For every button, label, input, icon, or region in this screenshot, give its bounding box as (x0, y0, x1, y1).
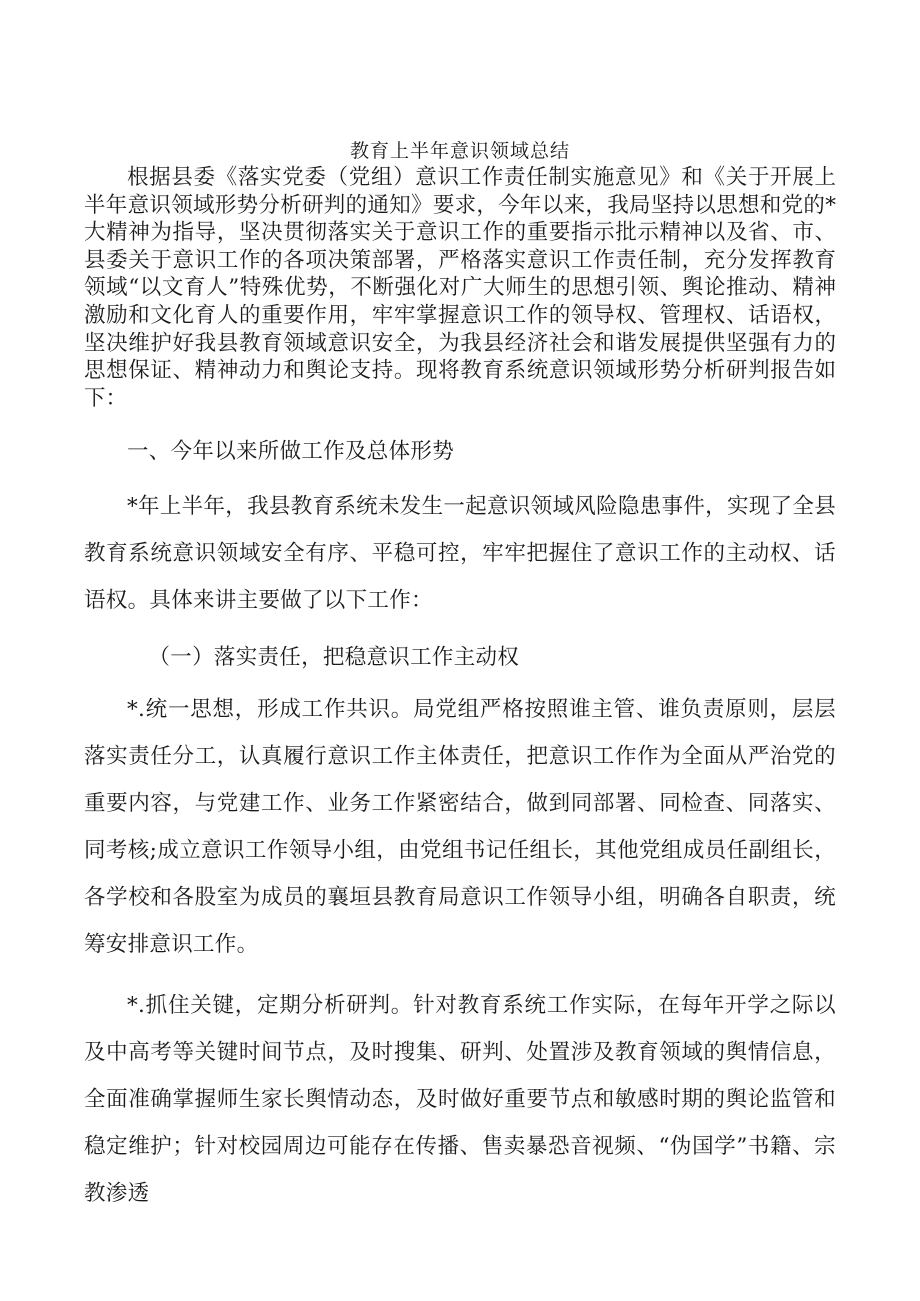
section-heading: 一、今年以来所做工作及总体形势 (127, 439, 455, 464)
body-paragraph: *.统一思想，形成工作共识。局党组严格按照谁主管、谁负责原则，层层落实责任分工，认真履行意识工作主体责任，把意识工作作为全面从严治党的重要内容，与党建工作、业务工作紧密结合，做到同部署、同检查、同落实、同考核;成立意识工作领导小组，由党组书记任组长，其他党组成员任副组长，各学校和各股室为成员的襄垣县教育局意识工作领导小组，明确各自职责，统筹安排意识工作。 (84, 697, 836, 957)
subsection-heading: （一）落实责任，把稳意识工作主动权 (148, 645, 520, 670)
body-paragraph: *.抓住关键，定期分析研判。针对教育系统工作实际，在每年开学之际以及中高考等关键时间节点，及时搜集、研判、处置涉及教育领域的舆情信息，全面准确掌握师生家长舆情动态，及时做好重要节点和敏感时期的舆论监管和稳定维护；针对校园周边可能存在传播、售卖暴恐音视频、“伪国学”书籍、宗教渗透 (84, 993, 836, 1206)
document-title: 教育上半年意识领域总结 (349, 140, 570, 162)
intro-paragraph: 根据县委《落实党委（党组）意识工作责任制实施意见》和《关于开展上半年意识领域形势分析研判的通知》要求，今年以来，我局坚持以思想和党的*大精神为指导，坚决贯彻落实关于意识工作的重要指示批示精神以及省、市、县委关于意识工作的各项决策部署，严格落实意识工作责任制，充分发挥教育领域“以文育人”特殊优势，不断强化对广大师生的思想引领、舆论推动、精神激励和文化育人的重要作用，牢牢掌握意识工作的领导权、管理权、话语权，坚决维护好我县教育领域意识安全，为我县经济社会和谐发展提供坚强有力的思想保证、精神动力和舆论支持。现将教育系统意识领域形势分析研判报告如下： (84, 165, 836, 411)
body-paragraph: *年上半年，我县教育系统未发生一起意识领域风险隐患事件，实现了全县教育系统意识领域安全有序、平稳可控，牢牢把握住了意识工作的主动权、话语权。具体来讲主要做了以下工作： (84, 494, 836, 613)
